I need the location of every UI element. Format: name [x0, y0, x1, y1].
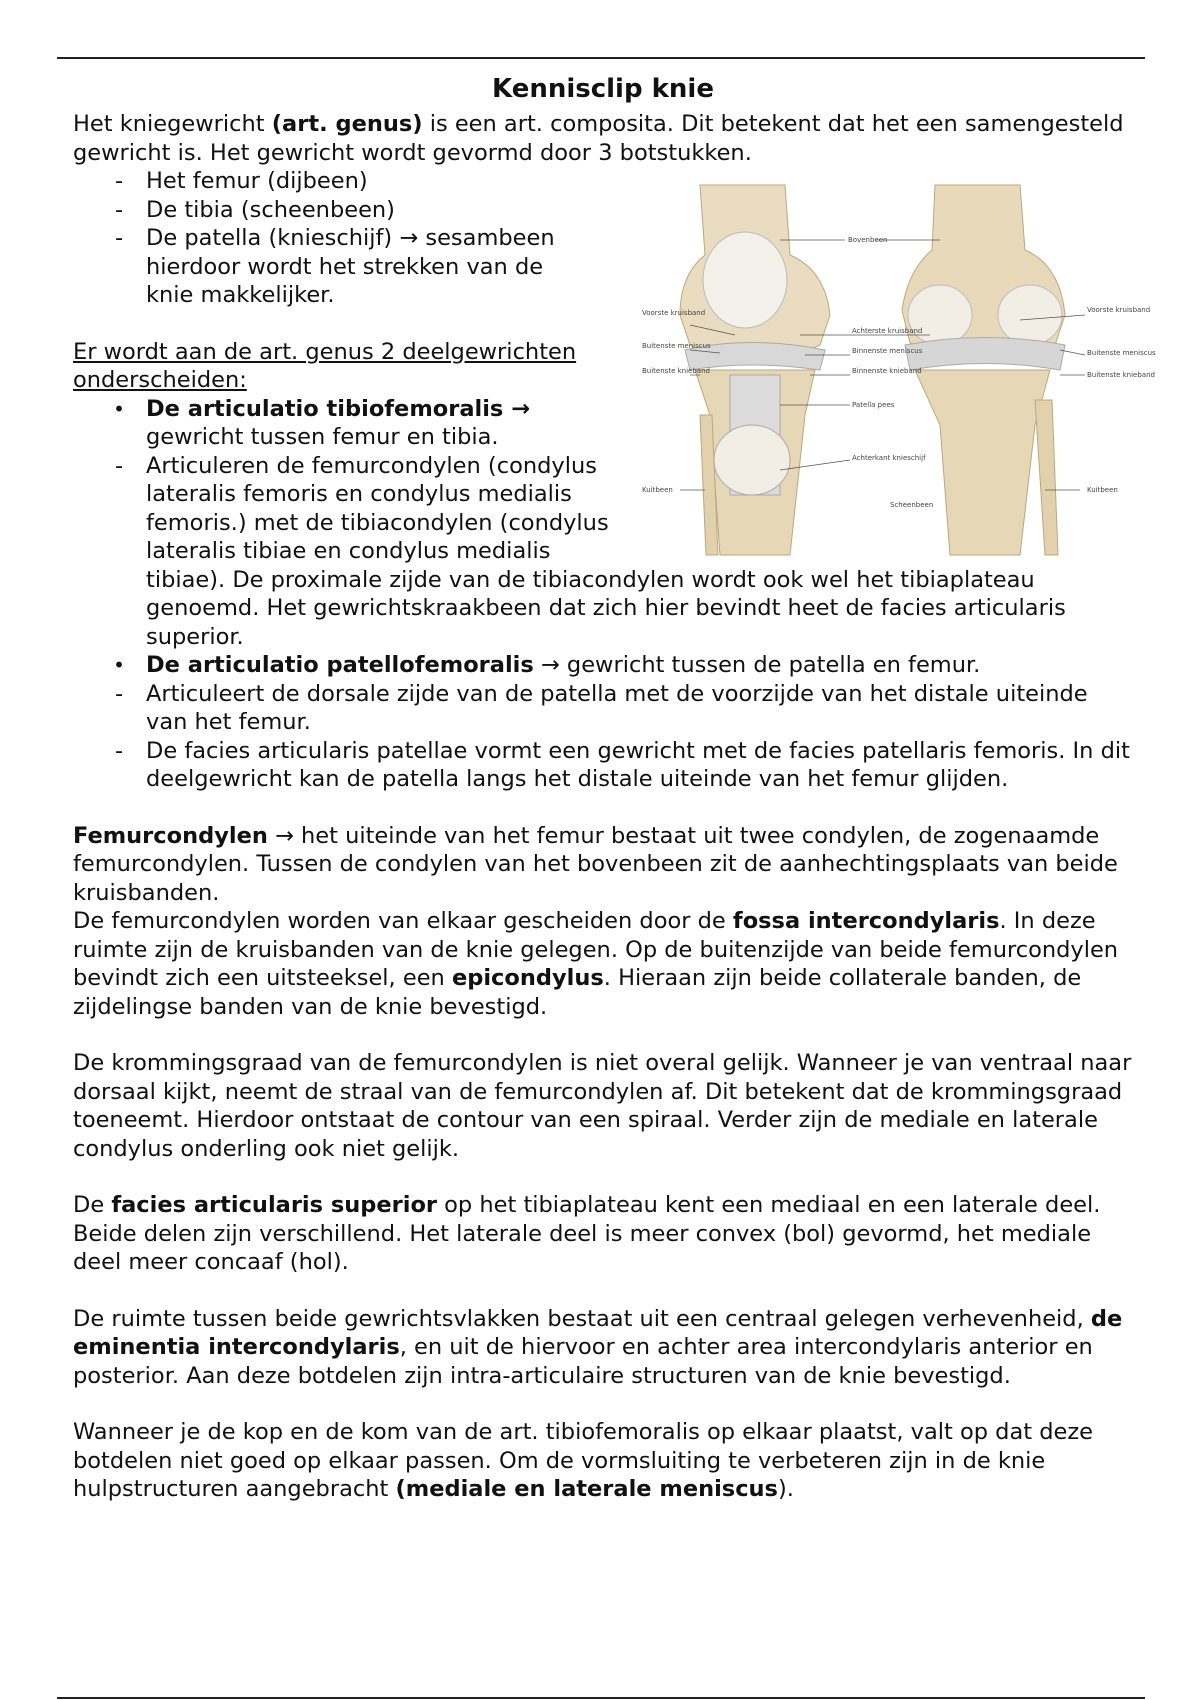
label-voorste-kruisband-left: Voorste kruisband — [642, 309, 706, 317]
list-item: - De facies articularis patellae vormt een gewricht met de facies patellaris femoris. In dit deelgewricht kan de patella langs het distale uiteinde van het femur glijden. — [114, 737, 1130, 792]
label-voorste-kruisband-right: Voorste kruisband — [1087, 306, 1151, 314]
paragraph-krommingsgraad: De krommingsgraad van de femurcondylen is niet overal gelijk. Wanneer je van ventraal naar dorsaal kijkt, neemt de straal van de femurcondylen af. Dit betekent dat de krommingsgraad toeneemt. Hierdoor ontstaat de contour van een spiraal. Verder zijn de mediale en laterale condylus onderling ook niet gelijk. — [73, 1050, 1132, 1162]
label-binnenste-meniscus: Binnenste meniscus — [852, 347, 923, 355]
list-item: - De tibia (scheenbeen) — [114, 196, 395, 223]
paragraph-femurcondylen: Femurcondylen → het uiteinde van het femur bestaat uit twee condylen, de zogenaamde femurcondylen. Tussen de condylen van het bovenbeen zit de aanhechtingsplaats van beide kruisbanden. De femurcondylen worden van elkaar gescheiden door de fossa intercondylaris. In deze ruimte zijn de kruisbanden van de knie gelegen. Op de buitenzijde van beide femurcondylen bevindt zich een uitsteeksel, een epicondylus. Hieraan zijn beide collaterale banden, de zijdelingse banden van de knie bevestigd. — [73, 822, 1119, 1020]
bottom-rule — [57, 1697, 1145, 1699]
top-rule — [57, 57, 1145, 59]
list-item: - Het femur (dijbeen) — [114, 168, 368, 194]
tf-description: Articuleren de femurcondylen (condylus lateralis femoris en condylus medialis femoris.) met de tibiacondylen (condylus lateralis tibiae en condylus medialis tibiae). De proximale zijde van de tibiacondylen wordt ook wel het tibiaplateau genoemd. Het gewrichtskraakbeen dat zich hier bevindt heet de facies articularis superior. — [146, 452, 1066, 650]
paragraph-eminentia: De ruimte tussen beide gewrichtsvlakken bestaat uit een centraal gelegen verhevenheid, de eminentia intercondylaris, en uit de hiervoor en achter area intercondylaris anterior en posterior. Aan deze botdelen zijn intra-articulaire structuren van de knie bevestigd. — [73, 1305, 1123, 1389]
bones-list — [73, 167, 593, 310]
label-achterkant-knieschijf: Achterkant knieschijf — [852, 454, 926, 462]
list-item: • De articulatio patellofemoralis → gewricht tussen de patella en femur. — [113, 652, 981, 678]
list-item: • De articulatio tibiofemoralis → gewricht tussen femur en tibia. — [113, 395, 531, 450]
paragraph-menisci: Wanneer je de kop en de kom van de art. tibiofemoralis op elkaar plaatst, valt op dat deze botdelen niet goed op elkaar passen. Om de vormsluiting te verbeteren zijn in de knie hulpstructuren aangebracht (mediale en laterale meniscus). — [73, 1419, 1093, 1502]
label-achterste-kruisband: Achterste kruisband — [852, 327, 923, 335]
label-buitenste-meniscus-right: Buitenste meniscus — [1087, 349, 1156, 357]
list-item: - Articuleren de femurcondylen (condylus lateralis femoris en condylus medialis femoris.) met de tibiacondylen (condylus lateralis tibiae en condylus medialis tibiae). De proximale zijde van de tibiacondylen wordt ook wel het tibiaplateau genoemd. Het gewrichtskraakbeen dat zich hier bevindt heet de facies articularis superior. — [73, 452, 1133, 652]
label-buitenste-knieband-left: Buitenste knieband — [642, 367, 710, 375]
label-kuitbeen-right: Kuitbeen — [1087, 486, 1118, 494]
page-title: Kennisclip knie — [492, 74, 714, 104]
label-buitenste-meniscus-left: Buitenste meniscus — [642, 342, 711, 350]
label-binnenste-knieband: Binnenste knieband — [852, 367, 922, 375]
sub-heading: Er wordt aan de art. genus 2 deelgewrichten onderscheiden: — [73, 338, 577, 393]
list-item: - De patella (knieschijf) → sesambeen hierdoor wordt het strekken van de knie makkelijker. — [114, 225, 555, 308]
label-kuitbeen-left: Kuitbeen — [642, 486, 673, 494]
label-buitenste-knieband-right: Buitenste knieband — [1087, 371, 1155, 379]
intro-paragraph: Het kniegewricht (art. genus) is een art. composita. Dit betekent dat het een samengesteld gewricht is. Het gewricht wordt gevormd door 3 botstukken. — [73, 111, 1124, 166]
label-patella-pees: Patella pees — [852, 401, 895, 409]
label-scheenbeen: Scheenbeen — [890, 501, 934, 509]
paragraph-facies: De facies articularis superior op het tibiaplateau kent een mediaal en een laterale deel. Beide delen zijn verschillend. Het laterale deel is meer convex (bol) gevormd, het mediale deel meer concaaf (hol). — [73, 1192, 1101, 1275]
knee-anatomy-illustration — [640, 185, 1156, 555]
label-bovenbeen: Bovenbeen — [848, 236, 888, 244]
list-item: - Articuleert de dorsale zijde van de patella met de voorzijde van het distale uiteinde van het femur. — [114, 680, 1088, 735]
